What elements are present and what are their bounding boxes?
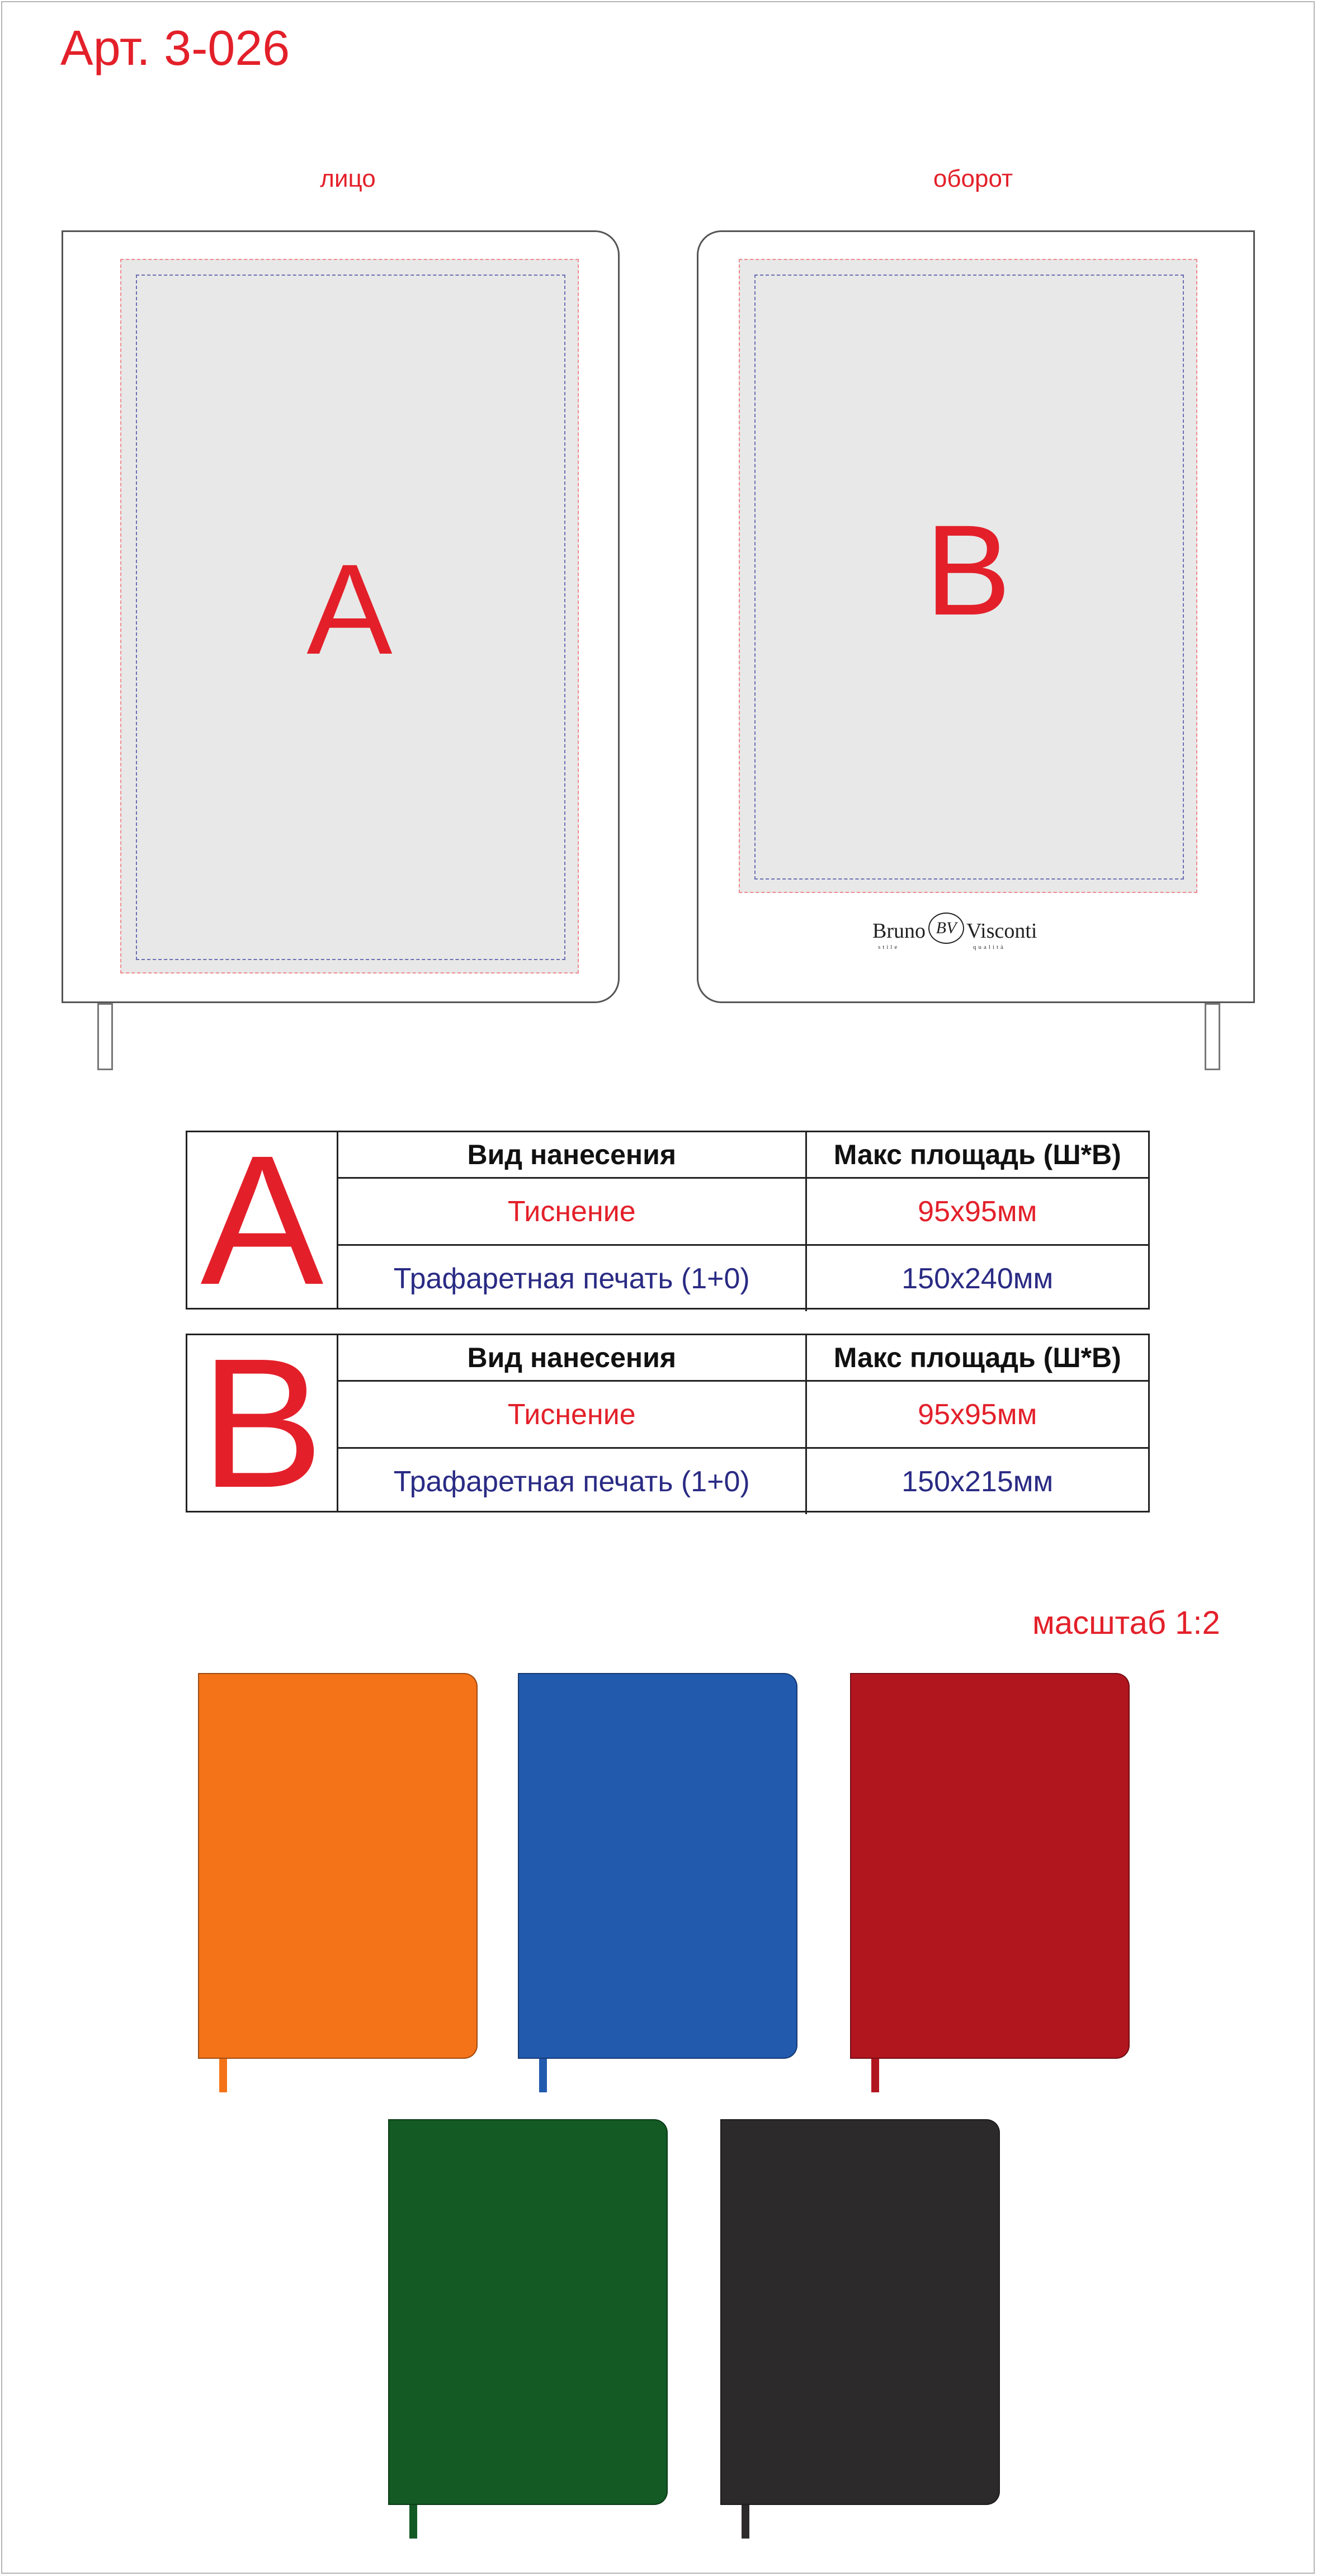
swatch-black <box>720 2119 1000 2505</box>
front-ribbon <box>97 1003 113 1070</box>
swatch-blue <box>518 1673 797 2059</box>
logo-right-word: Visconti <box>966 919 1037 943</box>
spec-letter-b: B <box>187 1335 338 1511</box>
spec-letter-a: A <box>187 1132 338 1308</box>
front-side-label: лицо <box>320 165 376 192</box>
header-method: Вид нанесения <box>338 1132 806 1178</box>
spec-table-a <box>186 1117 1150 1323</box>
print-zone-a <box>120 259 579 973</box>
page-title: Арт. 3-026 <box>60 20 290 75</box>
swatch-ribbon <box>539 2059 547 2092</box>
area-cell: 150x215мм <box>806 1448 1148 1515</box>
zone-letter-a: A <box>306 537 393 681</box>
swatch-ribbon <box>742 2505 749 2539</box>
logo-left-word: Bruno <box>872 919 926 943</box>
method-cell: Тиснение <box>338 1381 806 1448</box>
area-cell: 150x240мм <box>806 1245 1148 1312</box>
header-method: Вид нанесения <box>338 1335 806 1381</box>
header-area: Макс площадь (Ш*В) <box>806 1335 1148 1381</box>
back-ribbon <box>1205 1003 1220 1070</box>
area-cell: 95x95мм <box>806 1178 1148 1245</box>
swatch-orange <box>198 1673 478 2059</box>
method-cell: Трафаретная печать (1+0) <box>338 1448 806 1515</box>
area-cell: 95x95мм <box>806 1381 1148 1448</box>
header-area: Макс площадь (Ш*В) <box>806 1132 1148 1178</box>
back-cover <box>697 230 1255 1003</box>
spec-table-b <box>186 1320 1150 1526</box>
back-side-label: оборот <box>933 165 1013 192</box>
zone-letter-b: B <box>925 498 1011 642</box>
swatch-red <box>850 1673 1130 2059</box>
logo-small-right: qualità <box>973 944 1006 951</box>
swatch-green <box>388 2119 668 2505</box>
logo-monogram: BV <box>928 913 964 944</box>
scale-label: масштаб 1:2 <box>1032 1605 1220 1641</box>
swatch-ribbon <box>409 2505 417 2539</box>
brand-logo <box>872 910 1040 949</box>
swatch-ribbon <box>219 2059 227 2092</box>
print-zone-b <box>739 259 1197 893</box>
swatch-ribbon <box>871 2059 879 2092</box>
method-cell: Тиснение <box>338 1178 806 1245</box>
logo-small-left: stile <box>878 944 900 951</box>
method-cell: Трафаретная печать (1+0) <box>338 1245 806 1312</box>
front-cover <box>62 230 620 1003</box>
